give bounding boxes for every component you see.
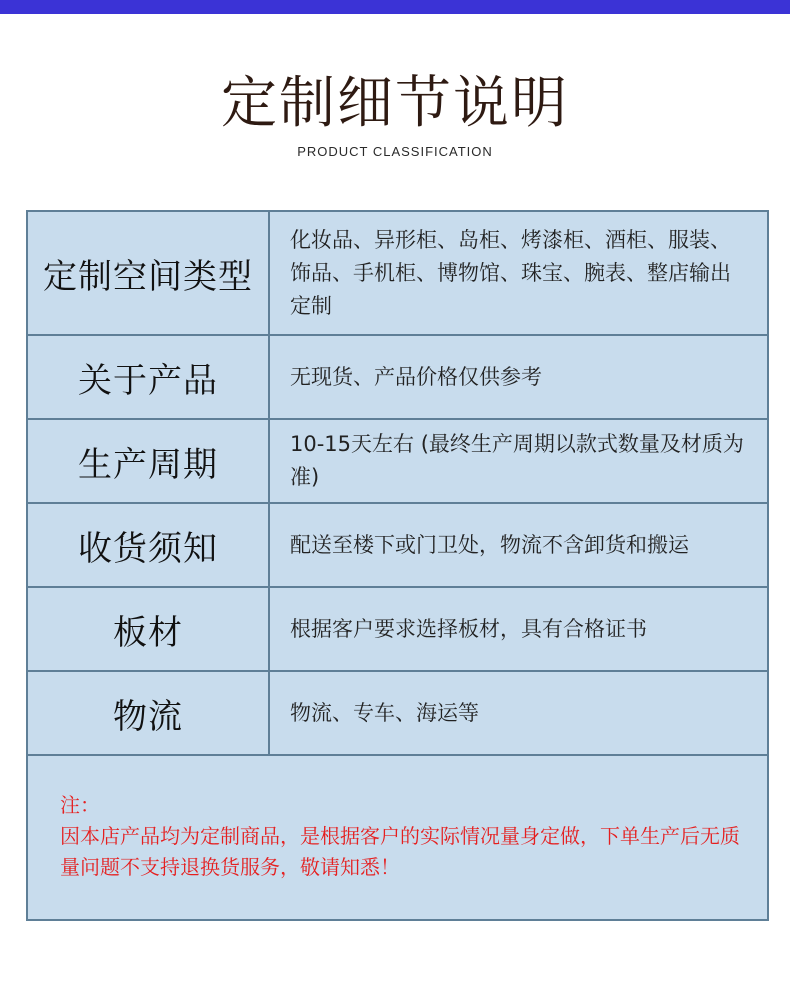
row-label: 收货须知: [28, 504, 270, 586]
row-label: 关于产品: [28, 336, 270, 418]
row-value: 化妆品、异形柜、岛柜、烤漆柜、酒柜、服装、饰品、手机柜、博物馆、珠宝、腕表、整店输出定制: [290, 227, 731, 318]
page-subtitle: PRODUCT CLASSIFICATION: [297, 144, 493, 159]
row-value: 配送至楼下或门卫处，物流不含卸货和搬运: [290, 532, 689, 557]
detail-table: [26, 210, 769, 921]
table-row: [28, 672, 767, 756]
row-label: 生产周期: [28, 420, 270, 502]
table-row: [28, 504, 767, 588]
page-title: 定制细节说明: [221, 71, 569, 136]
note-text: 因本店产品均为定制商品，是根据客户的实际情况量身定做，下单生产后无质量问题不支持退换货服务，敬请知悉！: [60, 824, 740, 879]
row-value: 10-15天左右 (最终生产周期以款式数量及材质为准): [290, 432, 744, 489]
row-label: 物流: [28, 672, 270, 754]
row-value: 物流、专车、海运等: [290, 700, 479, 725]
top-accent-bar: [0, 0, 790, 14]
row-value: 无现货、产品价格仅供参考: [290, 364, 542, 389]
row-label: 定制空间类型: [28, 212, 270, 334]
table-row: [28, 588, 767, 672]
note-heading: 注：: [60, 793, 100, 817]
table-row: [28, 420, 767, 504]
disclaimer-note: [60, 790, 740, 883]
table-row: [28, 212, 767, 336]
table-row: [28, 336, 767, 420]
row-label: 板材: [28, 588, 270, 670]
row-value: 根据客户要求选择板材，具有合格证书: [290, 616, 647, 641]
